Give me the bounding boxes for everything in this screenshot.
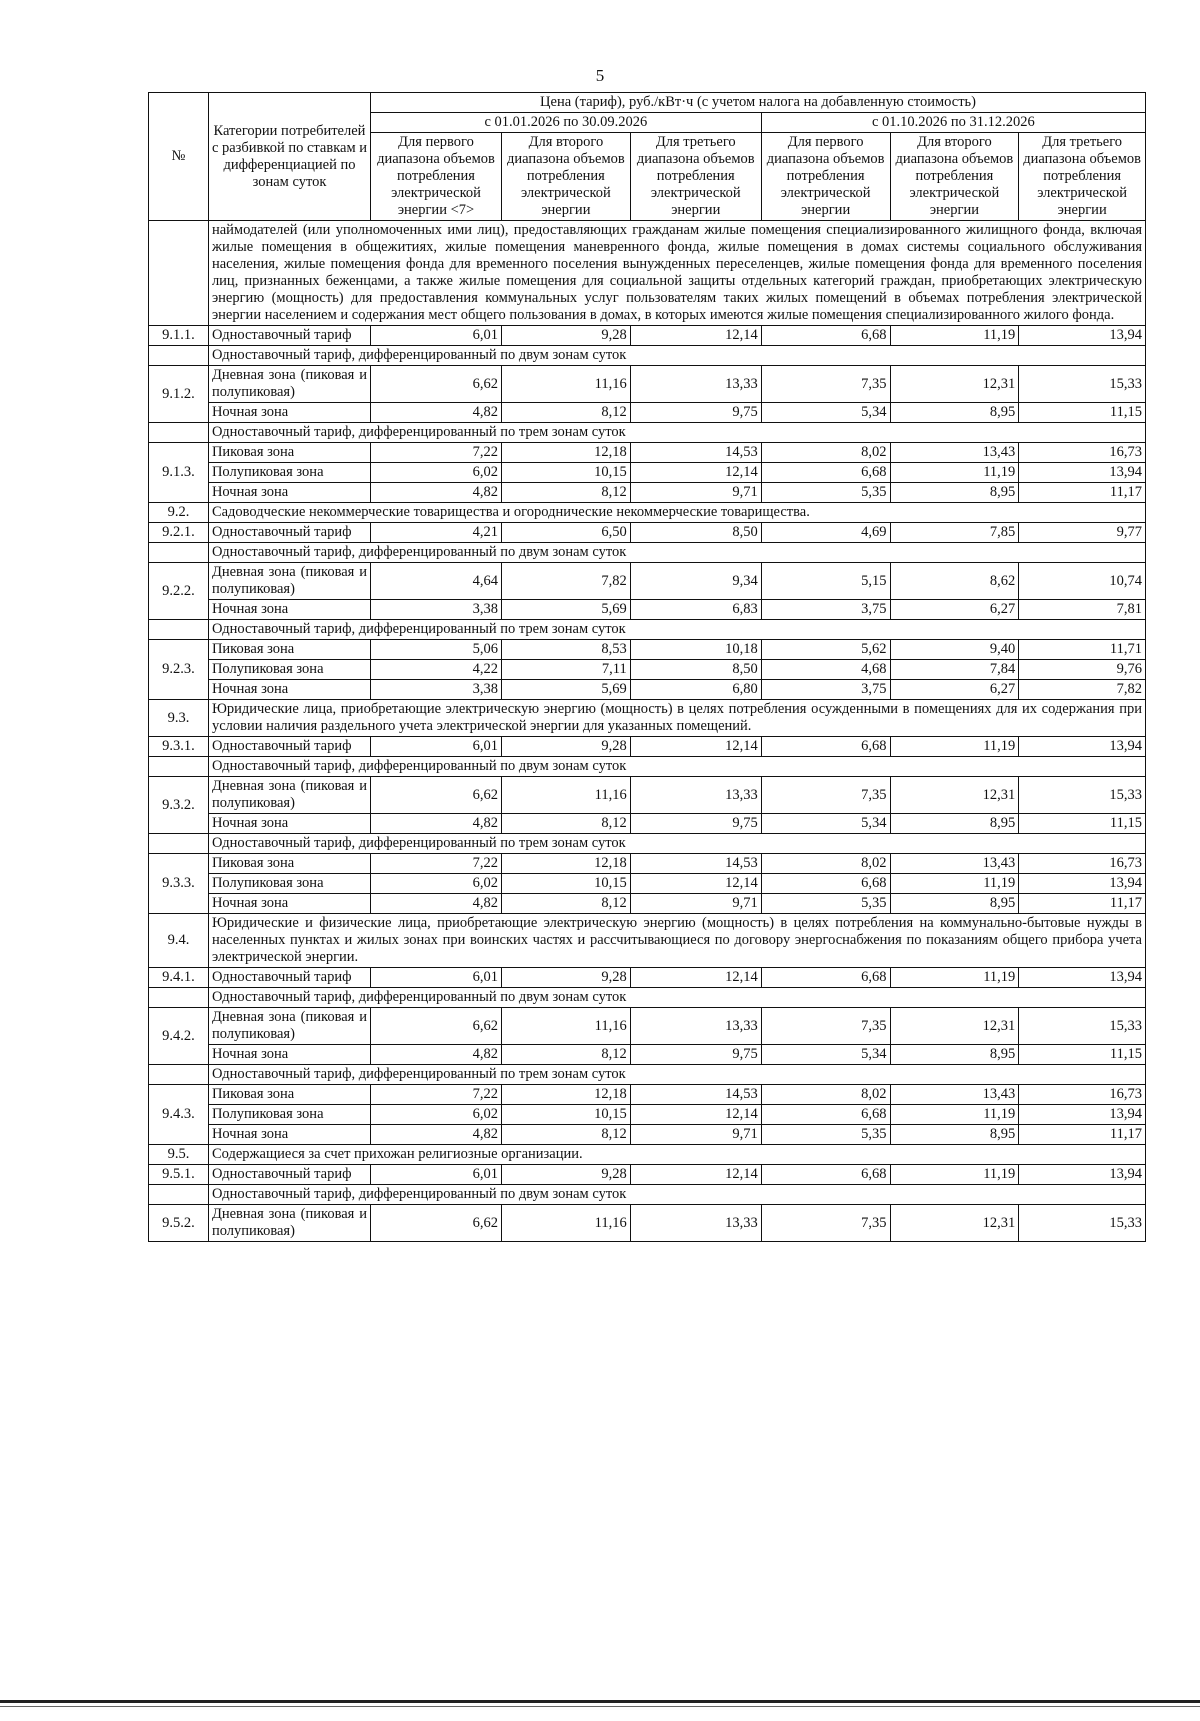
tariff-value: 13,94: [1019, 968, 1146, 988]
section-text: Одноставочный тариф, дифференцированный по двум зонам суток: [208, 1185, 1145, 1205]
tariff-value: 5,34: [761, 814, 890, 834]
tariff-value: 9,28: [502, 968, 631, 988]
tariff-value: 7,35: [761, 1008, 890, 1045]
tariff-value: 7,82: [1019, 680, 1146, 700]
tariff-value: 8,95: [890, 483, 1019, 503]
tariff-value: 13,33: [630, 1008, 761, 1045]
tariff-value: 11,15: [1019, 814, 1146, 834]
tariff-value: 16,73: [1019, 443, 1146, 463]
tariff-value: 7,85: [890, 523, 1019, 543]
tariff-value: 3,38: [371, 680, 502, 700]
table-row: [149, 563, 1146, 600]
tariff-value: 10,15: [502, 1105, 631, 1125]
row-label: Одноставочный тариф: [208, 968, 370, 988]
table-row: [149, 1205, 1146, 1242]
tariff-value: 7,22: [371, 854, 502, 874]
tariff-value: 5,69: [502, 680, 631, 700]
section-text: Одноставочный тариф, дифференцированный по двум зонам суток: [208, 757, 1145, 777]
tariff-value: 12,31: [890, 1008, 1019, 1045]
row-label: Полупиковая зона: [208, 874, 370, 894]
row-label: Дневная зона (пиковая и полупиковая): [208, 1008, 370, 1045]
row-label: Ночная зона: [208, 483, 370, 503]
tariff-value: 13,33: [630, 1205, 761, 1242]
tariff-value: 7,81: [1019, 600, 1146, 620]
section-text: Одноставочный тариф, дифференцированный по двум зонам суток: [208, 346, 1145, 366]
tariff-value: 16,73: [1019, 854, 1146, 874]
tariff-value: 13,33: [630, 777, 761, 814]
header-range: Для третьего диапазона объемов потребления электрической энергии: [1019, 133, 1146, 221]
table-row: [149, 968, 1146, 988]
tariff-value: 4,64: [371, 563, 502, 600]
tariff-value: 16,73: [1019, 1085, 1146, 1105]
tariff-value: 6,68: [761, 737, 890, 757]
section-row: [149, 543, 1146, 563]
tariff-value: 11,19: [890, 968, 1019, 988]
tariff-value: 11,19: [890, 326, 1019, 346]
row-label: Ночная зона: [208, 1045, 370, 1065]
tariff-value: 4,82: [371, 894, 502, 914]
tariff-value: 15,33: [1019, 777, 1146, 814]
tariff-value: 8,12: [502, 1125, 631, 1145]
table-row: [149, 640, 1146, 660]
row-label: Одноставочный тариф: [208, 1165, 370, 1185]
section-row: [149, 834, 1146, 854]
row-number: [149, 620, 209, 640]
section-text: Одноставочный тариф, дифференцированный по трем зонам суток: [208, 834, 1145, 854]
tariff-value: 5,15: [761, 563, 890, 600]
tariff-value: 13,94: [1019, 737, 1146, 757]
tariff-value: 8,02: [761, 1085, 890, 1105]
tariff-value: 5,62: [761, 640, 890, 660]
tariff-value: 6,62: [371, 1205, 502, 1242]
section-text: Содержащиеся за счет прихожан религиозные организации.: [208, 1145, 1145, 1165]
row-number: 9.2.3.: [149, 640, 209, 700]
tariff-value: 12,18: [502, 1085, 631, 1105]
tariff-value: 14,53: [630, 1085, 761, 1105]
header-price: Цена (тариф), руб./кВт·ч (с учетом налога на добавленную стоимость): [371, 93, 1146, 113]
tariff-value: 6,68: [761, 463, 890, 483]
tariff-value: 8,62: [890, 563, 1019, 600]
tariff-value: 6,62: [371, 366, 502, 403]
row-number: 9.2.2.: [149, 563, 209, 620]
tariff-value: 8,95: [890, 814, 1019, 834]
row-label: Ночная зона: [208, 894, 370, 914]
tariff-value: 4,68: [761, 660, 890, 680]
table-row: [149, 1105, 1146, 1125]
table-row: [149, 443, 1146, 463]
row-label: Ночная зона: [208, 403, 370, 423]
tariff-value: 8,95: [890, 403, 1019, 423]
table-row: [149, 854, 1146, 874]
section-text: Юридические лица, приобретающие электрическую энергию (мощность) в целях потребления осужденными в помещениях для их содержания при условии наличия раздельного учета электрической энергии для указанных помещений.: [208, 700, 1145, 737]
row-label: Ночная зона: [208, 814, 370, 834]
row-number: [149, 543, 209, 563]
tariff-value: 10,18: [630, 640, 761, 660]
section-text: Юридические и физические лица, приобретающие электрическую энергию (мощность) в целях потребления на коммунально-бытовые нужды в населенных пунктах и жилых зонах при воинских частях и рассчитывающиеся по договору энергоснабжения по показаниям общего прибора учета электрической энергии.: [208, 914, 1145, 968]
tariff-value: 9,75: [630, 1045, 761, 1065]
row-number: [149, 346, 209, 366]
tariff-value: 6,01: [371, 968, 502, 988]
tariff-value: 4,82: [371, 1125, 502, 1145]
row-number: 9.2.: [149, 503, 209, 523]
table-row: [149, 814, 1146, 834]
tariff-value: 9,76: [1019, 660, 1146, 680]
tariff-value: 8,95: [890, 1045, 1019, 1065]
tariff-value: 13,94: [1019, 1165, 1146, 1185]
tariff-value: 6,02: [371, 463, 502, 483]
tariff-value: 11,71: [1019, 640, 1146, 660]
row-number: 9.3.1.: [149, 737, 209, 757]
tariff-value: 13,33: [630, 366, 761, 403]
tariff-value: 4,69: [761, 523, 890, 543]
table-row: [149, 523, 1146, 543]
section-row: [149, 221, 1146, 326]
tariff-value: 3,38: [371, 600, 502, 620]
tariff-value: 6,01: [371, 326, 502, 346]
tariff-value: 12,14: [630, 874, 761, 894]
table-row: [149, 874, 1146, 894]
row-number: [149, 1185, 209, 1205]
tariff-value: 6,83: [630, 600, 761, 620]
section-row: [149, 1065, 1146, 1085]
tariff-value: 8,12: [502, 894, 631, 914]
tariff-value: 11,16: [502, 777, 631, 814]
header-period-2: с 01.10.2026 по 31.12.2026: [761, 113, 1145, 133]
tariff-value: 15,33: [1019, 1008, 1146, 1045]
tariff-value: 11,19: [890, 1105, 1019, 1125]
tariff-value: 10,74: [1019, 563, 1146, 600]
tariff-value: 13,94: [1019, 1105, 1146, 1125]
tariff-value: 12,18: [502, 854, 631, 874]
tariff-value: 7,11: [502, 660, 631, 680]
tariff-value: 13,94: [1019, 874, 1146, 894]
header-range: Для второго диапазона объемов потребления электрической энергии: [890, 133, 1019, 221]
tariff-value: 12,31: [890, 777, 1019, 814]
row-number: [149, 834, 209, 854]
tariff-value: 13,43: [890, 854, 1019, 874]
tariff-value: 4,21: [371, 523, 502, 543]
row-number: 9.2.1.: [149, 523, 209, 543]
tariff-value: 11,15: [1019, 1045, 1146, 1065]
tariff-value: 15,33: [1019, 366, 1146, 403]
tariff-value: 9,28: [502, 737, 631, 757]
section-text: Одноставочный тариф, дифференцированный по трем зонам суток: [208, 620, 1145, 640]
tariff-value: 8,02: [761, 854, 890, 874]
tariff-value: 6,01: [371, 737, 502, 757]
tariff-value: 6,50: [502, 523, 631, 543]
table-row: [149, 777, 1146, 814]
tariff-value: 5,35: [761, 483, 890, 503]
header-range: Для первого диапазона объемов потребления электрической энергии <7>: [371, 133, 502, 221]
tariff-value: 7,84: [890, 660, 1019, 680]
section-row: [149, 346, 1146, 366]
tariff-value: 7,22: [371, 1085, 502, 1105]
tariff-value: 8,50: [630, 523, 761, 543]
tariff-value: 12,14: [630, 1105, 761, 1125]
tariff-value: 6,68: [761, 968, 890, 988]
tariff-value: 6,68: [761, 1165, 890, 1185]
tariff-value: 9,75: [630, 403, 761, 423]
tariff-value: 3,75: [761, 600, 890, 620]
tariff-value: 8,02: [761, 443, 890, 463]
table-row: [149, 366, 1146, 403]
row-number: 9.4.1.: [149, 968, 209, 988]
tariff-value: 9,75: [630, 814, 761, 834]
tariff-value: 6,68: [761, 874, 890, 894]
row-label: Пиковая зона: [208, 1085, 370, 1105]
row-label: Одноставочный тариф: [208, 523, 370, 543]
row-number: 9.3.: [149, 700, 209, 737]
tariff-value: 12,14: [630, 326, 761, 346]
tariff-value: 10,15: [502, 874, 631, 894]
section-row: [149, 503, 1146, 523]
tariff-value: 5,34: [761, 403, 890, 423]
table-row: [149, 483, 1146, 503]
header-period-1: с 01.01.2026 по 30.09.2026: [371, 113, 762, 133]
tariff-value: 15,33: [1019, 1205, 1146, 1242]
row-number: 9.1.2.: [149, 366, 209, 423]
table-row: [149, 660, 1146, 680]
section-row: [149, 914, 1146, 968]
page-number: 5: [595, 66, 605, 85]
row-label: Полупиковая зона: [208, 463, 370, 483]
row-number: 9.4.2.: [149, 1008, 209, 1065]
row-label: Дневная зона (пиковая и полупиковая): [208, 1205, 370, 1242]
section-row: [149, 700, 1146, 737]
row-label: Ночная зона: [208, 680, 370, 700]
tariff-value: 11,15: [1019, 403, 1146, 423]
table-row: [149, 1165, 1146, 1185]
tariff-value: 13,43: [890, 443, 1019, 463]
tariff-value: 9,28: [502, 1165, 631, 1185]
tariff-value: 5,06: [371, 640, 502, 660]
row-label: Ночная зона: [208, 1125, 370, 1145]
tariff-value: 11,19: [890, 737, 1019, 757]
tariff-value: 12,14: [630, 737, 761, 757]
row-label: Одноставочный тариф: [208, 737, 370, 757]
header-range: Для второго диапазона объемов потребления электрической энергии: [502, 133, 631, 221]
row-label: Пиковая зона: [208, 640, 370, 660]
tariff-value: 8,95: [890, 894, 1019, 914]
tariff-value: 12,31: [890, 366, 1019, 403]
footer-divider: [0, 1700, 1200, 1703]
tariff-value: 13,94: [1019, 326, 1146, 346]
row-number: 9.1.1.: [149, 326, 209, 346]
table-row: [149, 1045, 1146, 1065]
tariff-value: 5,69: [502, 600, 631, 620]
tariff-value: 8,12: [502, 814, 631, 834]
row-label: Ночная зона: [208, 600, 370, 620]
tariff-value: 11,16: [502, 1008, 631, 1045]
tariff-value: 12,18: [502, 443, 631, 463]
tariff-value: 11,16: [502, 1205, 631, 1242]
row-number: 9.1.3.: [149, 443, 209, 503]
row-label: Полупиковая зона: [208, 1105, 370, 1125]
section-text: Одноставочный тариф, дифференцированный по двум зонам суток: [208, 988, 1145, 1008]
tariff-value: 14,53: [630, 443, 761, 463]
tariff-value: 3,75: [761, 680, 890, 700]
tariff-value: 13,94: [1019, 463, 1146, 483]
section-row: [149, 620, 1146, 640]
table-row: [149, 1085, 1146, 1105]
table-row: [149, 894, 1146, 914]
tariff-value: 8,12: [502, 403, 631, 423]
row-label: Дневная зона (пиковая и полупиковая): [208, 366, 370, 403]
tariff-value: 6,68: [761, 326, 890, 346]
tariff-value: 6,01: [371, 1165, 502, 1185]
tariff-value: 11,16: [502, 366, 631, 403]
section-text: Одноставочный тариф, дифференцированный по трем зонам суток: [208, 423, 1145, 443]
header-category: Категории потребителей с разбивкой по ставкам и дифференциацией по зонам суток: [208, 93, 370, 221]
row-number: 9.5.1.: [149, 1165, 209, 1185]
section-row: [149, 988, 1146, 1008]
tariff-value: 7,35: [761, 1205, 890, 1242]
section-text: Одноставочный тариф, дифференцированный по двум зонам суток: [208, 543, 1145, 563]
row-number: [149, 221, 209, 326]
tariff-value: 12,14: [630, 1165, 761, 1185]
tariff-value: 8,50: [630, 660, 761, 680]
tariff-value: 7,35: [761, 777, 890, 814]
row-label: Одноставочный тариф: [208, 326, 370, 346]
tariff-value: 4,82: [371, 1045, 502, 1065]
table-row: [149, 1008, 1146, 1045]
section-text: Одноставочный тариф, дифференцированный по трем зонам суток: [208, 1065, 1145, 1085]
tariff-value: 8,12: [502, 1045, 631, 1065]
table-row: [149, 737, 1146, 757]
footer-divider-thin: [0, 1706, 1200, 1707]
tariff-table: [148, 92, 1146, 1242]
tariff-value: 11,19: [890, 463, 1019, 483]
tariff-value: 6,68: [761, 1105, 890, 1125]
tariff-value: 14,53: [630, 854, 761, 874]
tariff-value: 8,12: [502, 483, 631, 503]
tariff-value: 13,43: [890, 1085, 1019, 1105]
row-number: [149, 988, 209, 1008]
row-label: Пиковая зона: [208, 854, 370, 874]
row-number: [149, 1065, 209, 1085]
tariff-value: 9,34: [630, 563, 761, 600]
tariff-value: 11,17: [1019, 1125, 1146, 1145]
tariff-value: 5,34: [761, 1045, 890, 1065]
tariff-value: 6,27: [890, 680, 1019, 700]
table-row: [149, 600, 1146, 620]
tariff-value: 6,02: [371, 1105, 502, 1125]
section-row: [149, 1145, 1146, 1165]
row-number: 9.3.2.: [149, 777, 209, 834]
tariff-value: 6,80: [630, 680, 761, 700]
tariff-value: 11,17: [1019, 894, 1146, 914]
tariff-value: 11,17: [1019, 483, 1146, 503]
tariff-value: 4,82: [371, 814, 502, 834]
row-number: 9.4.: [149, 914, 209, 968]
tariff-value: 12,31: [890, 1205, 1019, 1242]
section-row: [149, 757, 1146, 777]
table-body: [149, 221, 1146, 1242]
tariff-value: 8,53: [502, 640, 631, 660]
tariff-value: 6,27: [890, 600, 1019, 620]
table-header: [149, 93, 1146, 221]
tariff-value: 9,71: [630, 894, 761, 914]
tariff-value: 5,35: [761, 1125, 890, 1145]
tariff-value: 4,82: [371, 483, 502, 503]
tariff-value: 6,62: [371, 777, 502, 814]
row-number: [149, 757, 209, 777]
table-row: [149, 1125, 1146, 1145]
table-row: [149, 326, 1146, 346]
tariff-value: 12,14: [630, 968, 761, 988]
row-label: Полупиковая зона: [208, 660, 370, 680]
tariff-value: 9,71: [630, 1125, 761, 1145]
row-label: Пиковая зона: [208, 443, 370, 463]
row-number: 9.5.2.: [149, 1205, 209, 1242]
tariff-value: 10,15: [502, 463, 631, 483]
tariff-value: 6,02: [371, 874, 502, 894]
table-row: [149, 680, 1146, 700]
header-no: №: [149, 93, 209, 221]
tariff-value: 9,71: [630, 483, 761, 503]
tariff-value: 7,22: [371, 443, 502, 463]
tariff-value: 4,22: [371, 660, 502, 680]
tariff-value: 9,28: [502, 326, 631, 346]
tariff-value: 9,77: [1019, 523, 1146, 543]
row-number: 9.5.: [149, 1145, 209, 1165]
tariff-value: 8,95: [890, 1125, 1019, 1145]
tariff-value: 11,19: [890, 874, 1019, 894]
section-row: [149, 1185, 1146, 1205]
tariff-value: 12,14: [630, 463, 761, 483]
row-number: 9.3.3.: [149, 854, 209, 914]
tariff-value: 5,35: [761, 894, 890, 914]
header-range: Для первого диапазона объемов потребления электрической энергии: [761, 133, 890, 221]
row-label: Дневная зона (пиковая и полупиковая): [208, 563, 370, 600]
header-range: Для третьего диапазона объемов потребления электрической энергии: [630, 133, 761, 221]
row-label: Дневная зона (пиковая и полупиковая): [208, 777, 370, 814]
tariff-value: 4,82: [371, 403, 502, 423]
tariff-value: 9,40: [890, 640, 1019, 660]
section-text: наймодателей (или уполномоченных ими лиц), предоставляющих гражданам жилые помещения специализированного жилищного фонда, включая жилые помещения в общежитиях, жилые помещения маневренного фонда, жилые помещения в домах системы социального обслуживания населения, жилые помещения фонда для временного поселения вынужденных переселенцев, жилые помещения фонда для временного поселения лиц, признанных беженцами, а также жилые помещения для социальной защиты отдельных категорий граждан, приобретающих электрическую энергию (мощность) для предоставления коммунальных услуг пользователям таких жилых помещений в объемах потребления электрической энергии населением и содержания мест общего пользования в домах, в которых имеются жилые помещения специализированного жилого фонда.: [208, 221, 1145, 326]
section-row: [149, 423, 1146, 443]
tariff-value: 7,82: [502, 563, 631, 600]
table-row: [149, 463, 1146, 483]
row-number: [149, 423, 209, 443]
tariff-value: 7,35: [761, 366, 890, 403]
tariff-value: 11,19: [890, 1165, 1019, 1185]
tariff-value: 6,62: [371, 1008, 502, 1045]
table-row: [149, 403, 1146, 423]
section-text: Садоводческие некоммерческие товарищества и огороднические некоммерческие товарищества.: [208, 503, 1145, 523]
row-number: 9.4.3.: [149, 1085, 209, 1145]
